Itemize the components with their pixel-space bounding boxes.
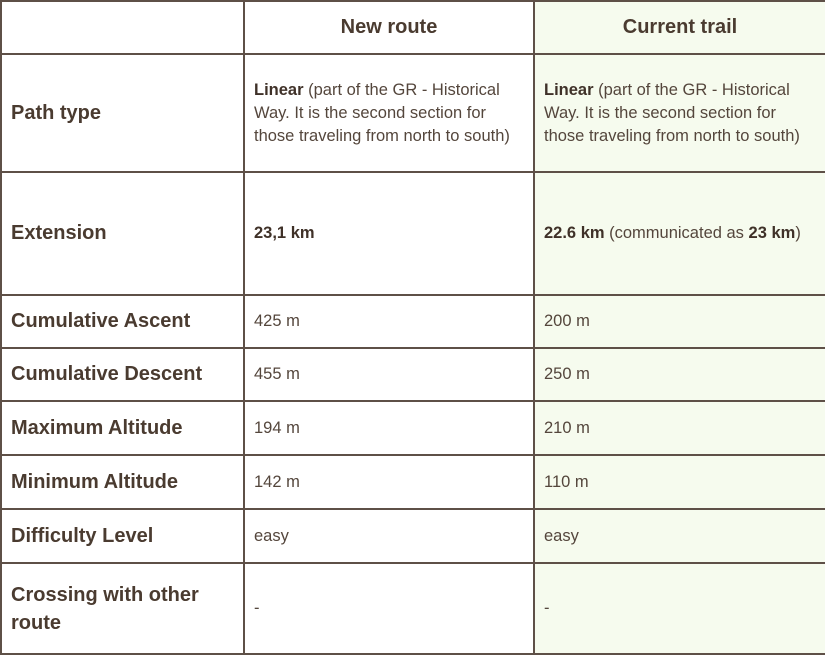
table-row bbox=[1, 348, 825, 401]
current-trail-value: 200 m bbox=[534, 295, 825, 348]
row-label: Cumulative Ascent bbox=[1, 295, 244, 348]
text: (part of the GR - Historical Way. It is the second section for those traveling from north to south) bbox=[254, 80, 510, 145]
table-row bbox=[1, 563, 825, 654]
current-trail-value bbox=[534, 54, 825, 172]
text: ) bbox=[795, 224, 801, 242]
table-row bbox=[1, 401, 825, 455]
current-trail-value: 210 m bbox=[534, 401, 825, 455]
table-row bbox=[1, 455, 825, 509]
bold-text: 23 km bbox=[748, 224, 796, 242]
new-route-value bbox=[244, 172, 534, 295]
new-route-value: - bbox=[244, 563, 534, 654]
new-route-value: 194 m bbox=[244, 401, 534, 455]
bold-text: Linear bbox=[544, 80, 594, 99]
row-label: Extension bbox=[1, 172, 244, 295]
new-route-value: 455 m bbox=[244, 348, 534, 401]
row-label: Cumulative Descent bbox=[1, 348, 244, 401]
header-blank bbox=[1, 1, 244, 54]
table-row bbox=[1, 54, 825, 172]
row-label: Path type bbox=[1, 54, 244, 172]
header-row bbox=[1, 1, 825, 54]
current-trail-value bbox=[534, 172, 825, 295]
header-current-trail: Current trail bbox=[534, 1, 825, 54]
table-row bbox=[1, 295, 825, 348]
text: (communicated as bbox=[604, 224, 749, 242]
bold-text: 22.6 km bbox=[544, 224, 605, 242]
current-trail-value: 250 m bbox=[534, 348, 825, 401]
bold-text: 23,1 km bbox=[254, 224, 315, 242]
new-route-value bbox=[244, 54, 534, 172]
table-row bbox=[1, 509, 825, 563]
row-label: Crossing with other route bbox=[1, 563, 244, 654]
new-route-value: easy bbox=[244, 509, 534, 563]
new-route-value: 142 m bbox=[244, 455, 534, 509]
table-row bbox=[1, 172, 825, 295]
current-trail-value: - bbox=[534, 563, 825, 654]
bold-text: Linear bbox=[254, 80, 304, 99]
header-new-route: New route bbox=[244, 1, 534, 54]
current-trail-value: 110 m bbox=[534, 455, 825, 509]
row-label: Maximum Altitude bbox=[1, 401, 244, 455]
text: (part of the GR - Historical Way. It is the second section for those traveling from north to south) bbox=[544, 80, 800, 145]
row-label: Minimum Altitude bbox=[1, 455, 244, 509]
new-route-value: 425 m bbox=[244, 295, 534, 348]
row-label: Difficulty Level bbox=[1, 509, 244, 563]
current-trail-value: easy bbox=[534, 509, 825, 563]
